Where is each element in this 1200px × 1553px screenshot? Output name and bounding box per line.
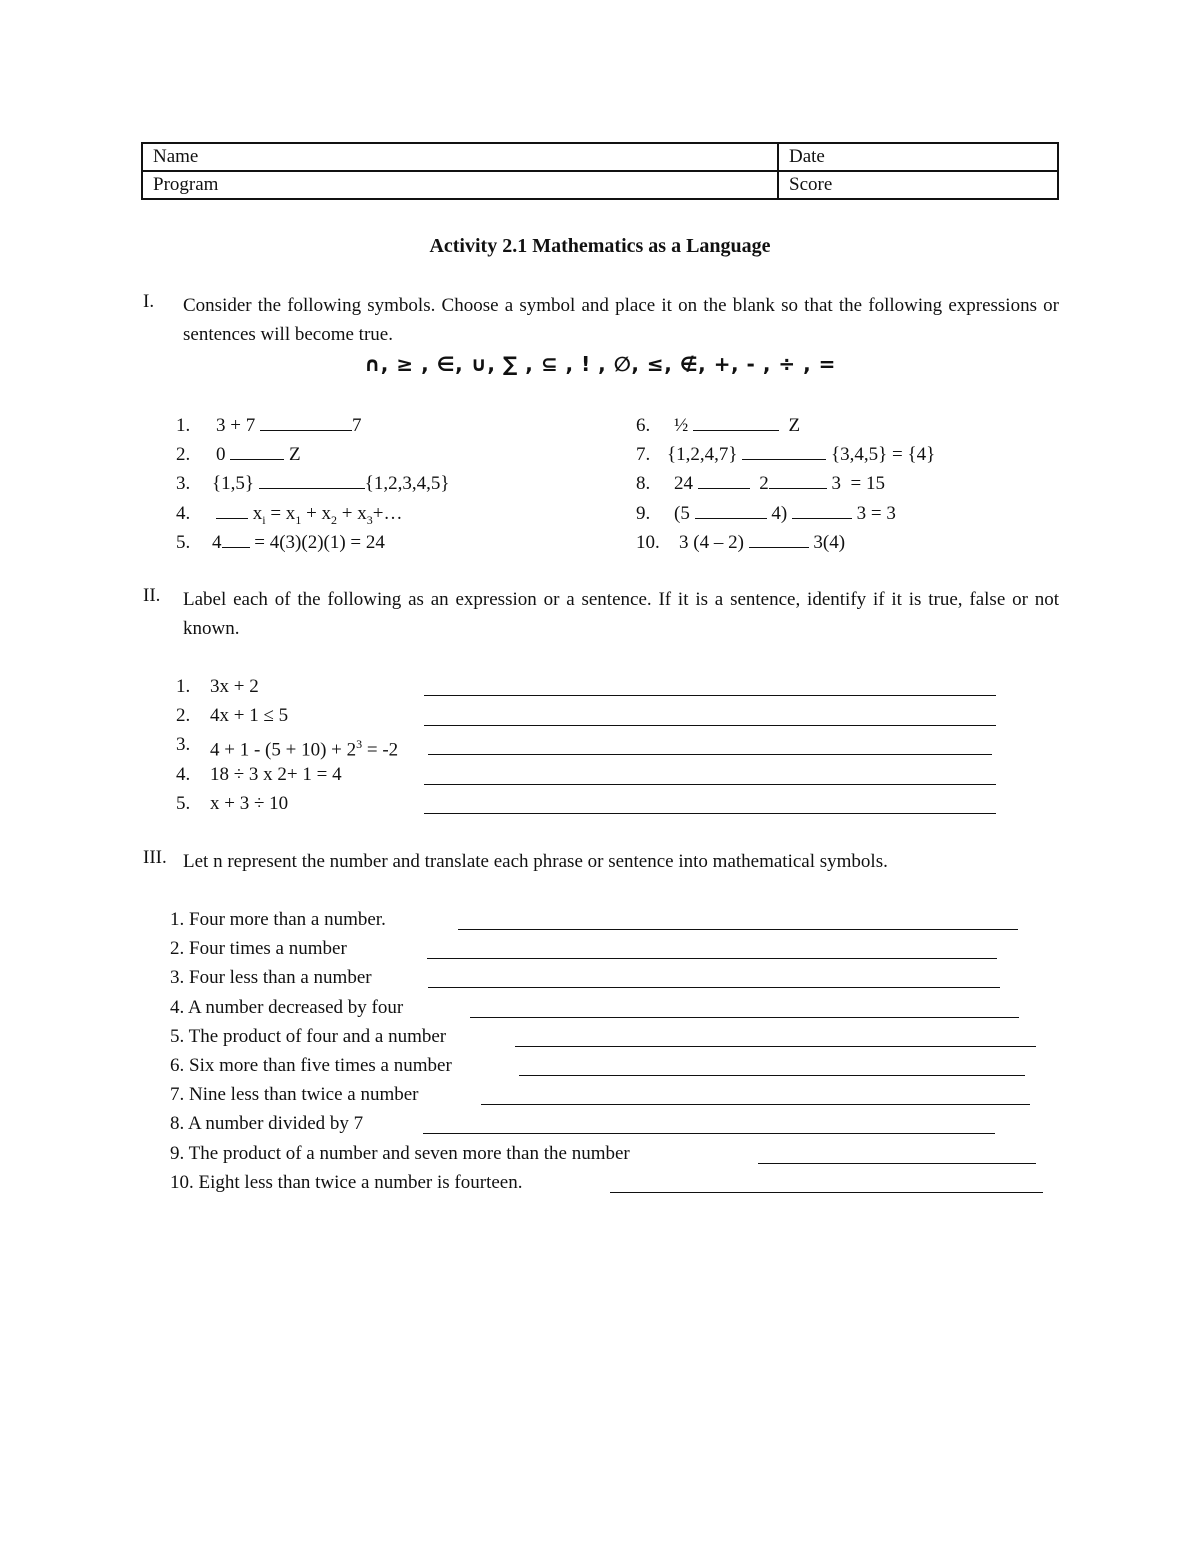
- answer-line[interactable]: [424, 784, 996, 785]
- answer-line[interactable]: [428, 987, 1000, 988]
- answer-line[interactable]: [424, 813, 996, 814]
- name-label: Name: [153, 146, 199, 167]
- part3-item-7: 7. Nine less than twice a number: [170, 1084, 419, 1105]
- header-table: [141, 142, 1059, 200]
- answer-line[interactable]: [458, 929, 1018, 930]
- answer-blank[interactable]: [742, 441, 826, 460]
- answer-blank[interactable]: [259, 470, 365, 489]
- answer-blank[interactable]: [749, 529, 809, 548]
- symbol-list: ∩, ≥ , ∈, ∪, ∑ , ⊆ , ! , ∅, ≤, ∉, +, - , ÷ , =: [364, 352, 836, 376]
- program-field[interactable]: [142, 171, 778, 199]
- part2-numeral: II.: [143, 585, 161, 606]
- answer-blank[interactable]: [222, 529, 250, 548]
- part3-item-9: 9. The product of a number and seven more than the number: [170, 1143, 630, 1164]
- name-field[interactable]: [142, 143, 778, 171]
- date-label: Date: [789, 146, 825, 167]
- part3-item-8: 8. A number divided by 7: [170, 1113, 364, 1134]
- answer-blank[interactable]: [216, 500, 248, 519]
- answer-line[interactable]: [428, 754, 992, 755]
- answer-line[interactable]: [758, 1163, 1036, 1164]
- activity-title: Activity 2.1 Mathematics as a Language: [429, 235, 771, 257]
- answer-line[interactable]: [423, 1133, 995, 1134]
- answer-line[interactable]: [427, 958, 997, 959]
- part3-item-10: 10. Eight less than twice a number is fourteen.: [170, 1172, 523, 1193]
- score-label: Score: [789, 174, 833, 195]
- answer-line[interactable]: [481, 1104, 1030, 1105]
- answer-line[interactable]: [610, 1192, 1043, 1193]
- date-field[interactable]: [778, 143, 1058, 171]
- answer-line[interactable]: [515, 1046, 1036, 1047]
- answer-blank[interactable]: [693, 412, 779, 431]
- part3-item-6: 6. Six more than five times a number: [170, 1055, 452, 1076]
- answer-blank[interactable]: [792, 500, 852, 519]
- answer-blank[interactable]: [695, 500, 767, 519]
- part3-item-5: 5. The product of four and a number: [170, 1026, 447, 1047]
- part1-instruction: Consider the following symbols. Choose a symbol and place it on the blank so that the following expressions or sentences will become true.: [183, 295, 1059, 345]
- part3-numeral: III.: [143, 847, 167, 868]
- answer-blank[interactable]: [698, 470, 750, 489]
- part1-numeral: I.: [143, 291, 155, 312]
- answer-line[interactable]: [424, 725, 996, 726]
- part3-item-2: 2. Four times a number: [170, 938, 347, 959]
- part2-instruction: Label each of the following as an expression or a sentence. If it is a sentence, identify if it is true, false or not known.: [183, 589, 1059, 639]
- part3-item-3: 3. Four less than a number: [170, 967, 372, 988]
- answer-line[interactable]: [424, 695, 996, 696]
- answer-blank[interactable]: [260, 412, 352, 431]
- program-label: Program: [153, 174, 219, 195]
- part3-item-4: 4. A number decreased by four: [170, 997, 404, 1018]
- part3-item-1: 1. Four more than a number.: [170, 909, 386, 930]
- answer-line[interactable]: [519, 1075, 1025, 1076]
- answer-blank[interactable]: [769, 470, 827, 489]
- answer-line[interactable]: [470, 1017, 1019, 1018]
- score-field[interactable]: [778, 171, 1058, 199]
- part3-instruction: Let n represent the number and translate each phrase or sentence into mathematical symbols.: [183, 851, 888, 872]
- answer-blank[interactable]: [230, 441, 284, 460]
